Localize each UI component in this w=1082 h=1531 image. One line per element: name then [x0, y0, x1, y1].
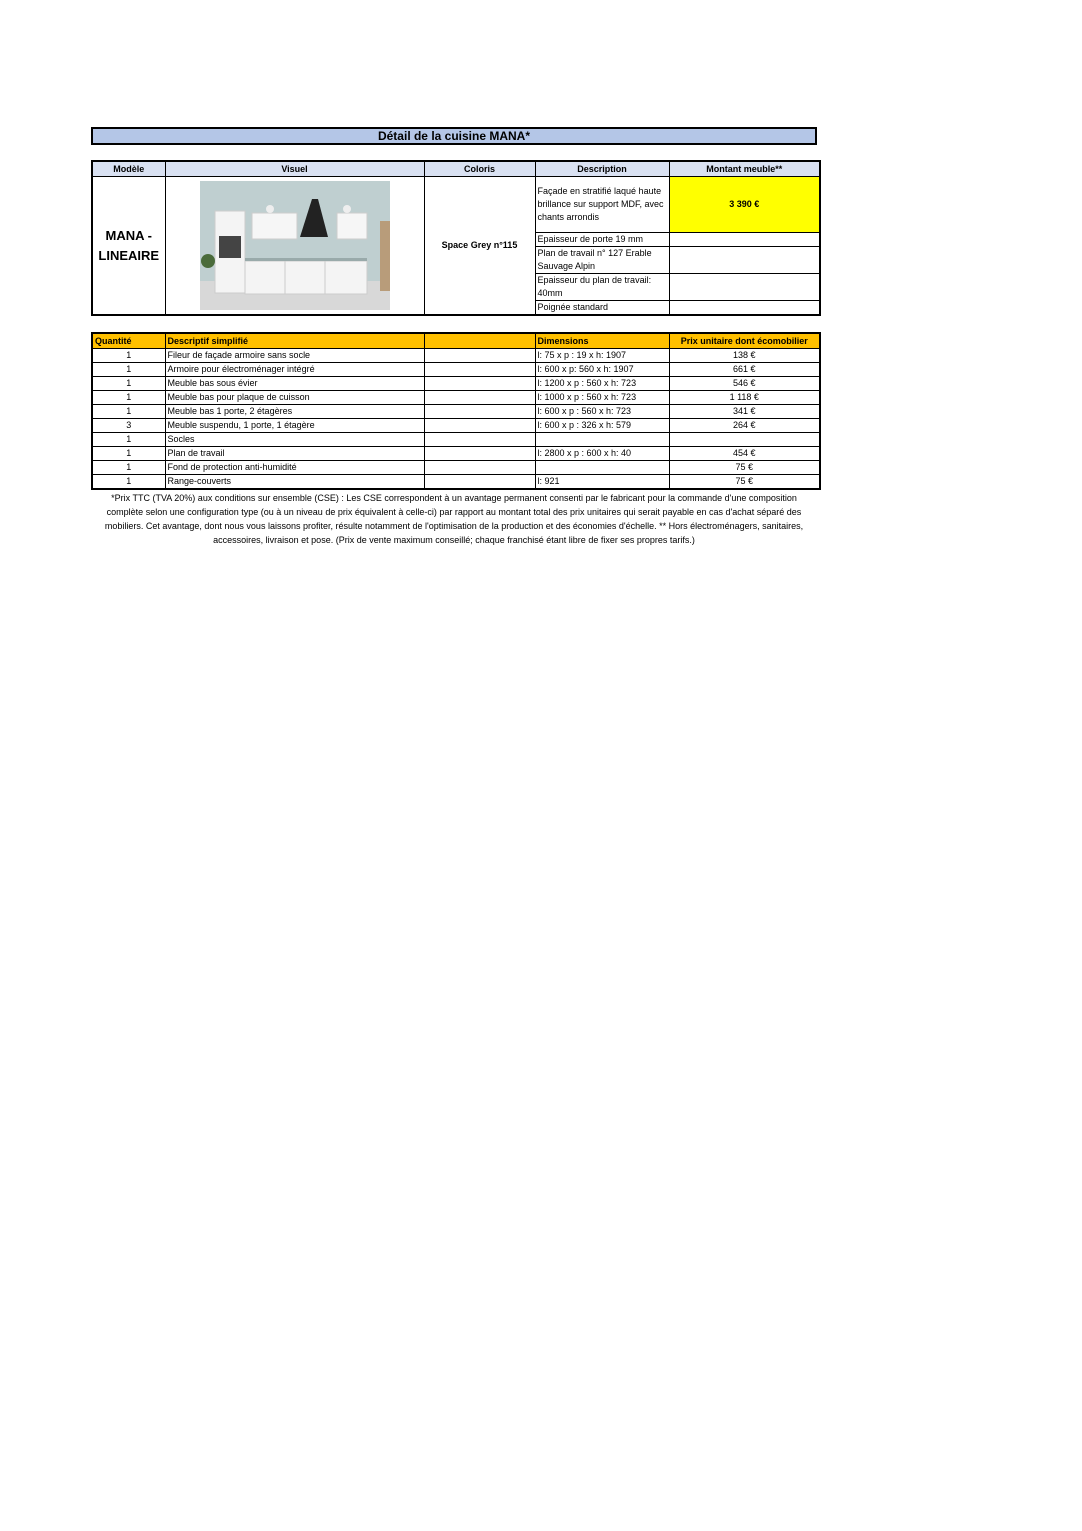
- item-description: Range-couverts: [165, 475, 424, 490]
- item-quantity: 1: [92, 377, 165, 391]
- items-table: [91, 332, 821, 490]
- item-dimensions: l: 2800 x p : 600 x h: 40: [535, 447, 669, 461]
- item-quantity: 1: [92, 475, 165, 490]
- header-blank: [424, 333, 535, 349]
- price-total: 3 390 €: [669, 177, 820, 233]
- header-coloris: Coloris: [424, 161, 535, 177]
- item-description: Meuble bas sous évier: [165, 377, 424, 391]
- table-row: [92, 391, 820, 405]
- item-dimensions: l: 600 x p : 326 x h: 579: [535, 419, 669, 433]
- empty-cell: [669, 274, 820, 301]
- description-line: Plan de travail n° 127 Erable Sauvage Alpin: [535, 247, 669, 274]
- item-description: Fond de protection anti-humidité: [165, 461, 424, 475]
- footnote: *Prix TTC (TVA 20%) aux conditions sur ensemble (CSE) : Les CSE correspondent à un avantage permanent consenti par le fabricant pour la commande d'une composition complète selon une configuration type (ou à un niveau de prix équivalent à celle-ci) par rapport au montant total des prix unitaires qui serait payable en cas d'achat séparé des mobiliers. Cet avantage, dont nous vous laissons profiter, résulte notamment de l'optimisation de la production et des économies d'échelle. ** Hors électroménagers, sanitaires, accessoires, livraison et pose. (Prix de vente maximum conseillé; chaque franchisé étant libre de fixer ses propres tarifs.): [104, 493, 804, 545]
- header-visuel: Visuel: [165, 161, 424, 177]
- items-header-row: [92, 333, 820, 349]
- header-montant: Montant meuble**: [669, 161, 820, 177]
- item-blank: [424, 405, 535, 419]
- table-row: [92, 377, 820, 391]
- item-price: 75 €: [669, 461, 820, 475]
- item-blank: [424, 377, 535, 391]
- item-price: 75 €: [669, 475, 820, 490]
- kitchen-detail-table: [91, 160, 821, 316]
- item-quantity: 1: [92, 391, 165, 405]
- item-price: 341 €: [669, 405, 820, 419]
- item-blank: [424, 419, 535, 433]
- item-dimensions: l: 600 x p : 560 x h: 723: [535, 405, 669, 419]
- table-row: [92, 475, 820, 490]
- item-dimensions: l: 1200 x p : 560 x h: 723: [535, 377, 669, 391]
- item-quantity: 1: [92, 349, 165, 363]
- item-price: 138 €: [669, 349, 820, 363]
- table-row: [92, 433, 820, 447]
- item-blank: [424, 475, 535, 490]
- kitchen-visual: [165, 177, 424, 316]
- description-line: Poignée standard: [535, 301, 669, 316]
- item-blank: [424, 447, 535, 461]
- item-price: 454 €: [669, 447, 820, 461]
- item-price: 661 €: [669, 363, 820, 377]
- detail-header-row: [92, 161, 820, 177]
- item-dimensions: l: 75 x p : 19 x h: 1907: [535, 349, 669, 363]
- item-dimensions: l: 1000 x p : 560 x h: 723: [535, 391, 669, 405]
- table-row: [92, 461, 820, 475]
- empty-cell: [669, 247, 820, 274]
- item-description: Armoire pour électroménager intégré: [165, 363, 424, 377]
- item-quantity: 1: [92, 447, 165, 461]
- table-row: [92, 363, 820, 377]
- item-description: Socles: [165, 433, 424, 447]
- header-dimensions: Dimensions: [535, 333, 669, 349]
- item-price: 546 €: [669, 377, 820, 391]
- header-descriptif: Descriptif simplifié: [165, 333, 424, 349]
- item-blank: [424, 363, 535, 377]
- item-price: [669, 433, 820, 447]
- item-description: Meuble bas 1 porte, 2 étagères: [165, 405, 424, 419]
- header-quantite: Quantité: [92, 333, 165, 349]
- item-description: Fileur de façade armoire sans socle: [165, 349, 424, 363]
- item-blank: [424, 349, 535, 363]
- description-line: Façade en stratifié laqué haute brillance sur support MDF, avec chants arrondis: [535, 177, 669, 233]
- kitchen-photo-image: [200, 181, 390, 310]
- item-quantity: 1: [92, 405, 165, 419]
- table-row: [92, 447, 820, 461]
- item-description: Meuble suspendu, 1 porte, 1 étagère: [165, 419, 424, 433]
- header-modele: Modèle: [92, 161, 165, 177]
- coloris-value: Space Grey n°115: [424, 177, 535, 316]
- item-quantity: 3: [92, 419, 165, 433]
- item-description: Meuble bas pour plaque de cuisson: [165, 391, 424, 405]
- description-line: Epaisseur de porte 19 mm: [535, 233, 669, 247]
- item-description: Plan de travail: [165, 447, 424, 461]
- table-row: [92, 419, 820, 433]
- item-blank: [424, 461, 535, 475]
- header-description: Description: [535, 161, 669, 177]
- page-title: Détail de la cuisine MANA*: [91, 127, 817, 145]
- item-dimensions: l: 921: [535, 475, 669, 490]
- item-quantity: 1: [92, 363, 165, 377]
- description-line: Epaisseur du plan de travail: 40mm: [535, 274, 669, 301]
- item-quantity: 1: [92, 433, 165, 447]
- item-dimensions: [535, 461, 669, 475]
- item-dimensions: l: 600 x p: 560 x h: 1907: [535, 363, 669, 377]
- item-blank: [424, 391, 535, 405]
- table-row: [92, 349, 820, 363]
- item-blank: [424, 433, 535, 447]
- header-prix-unitaire: Prix unitaire dont écomobilier: [669, 333, 820, 349]
- model-name: MANA - LINEAIRE: [92, 177, 165, 316]
- empty-cell: [669, 233, 820, 247]
- item-quantity: 1: [92, 461, 165, 475]
- table-row: [92, 405, 820, 419]
- item-price: 264 €: [669, 419, 820, 433]
- item-price: 1 118 €: [669, 391, 820, 405]
- empty-cell: [669, 301, 820, 316]
- item-dimensions: [535, 433, 669, 447]
